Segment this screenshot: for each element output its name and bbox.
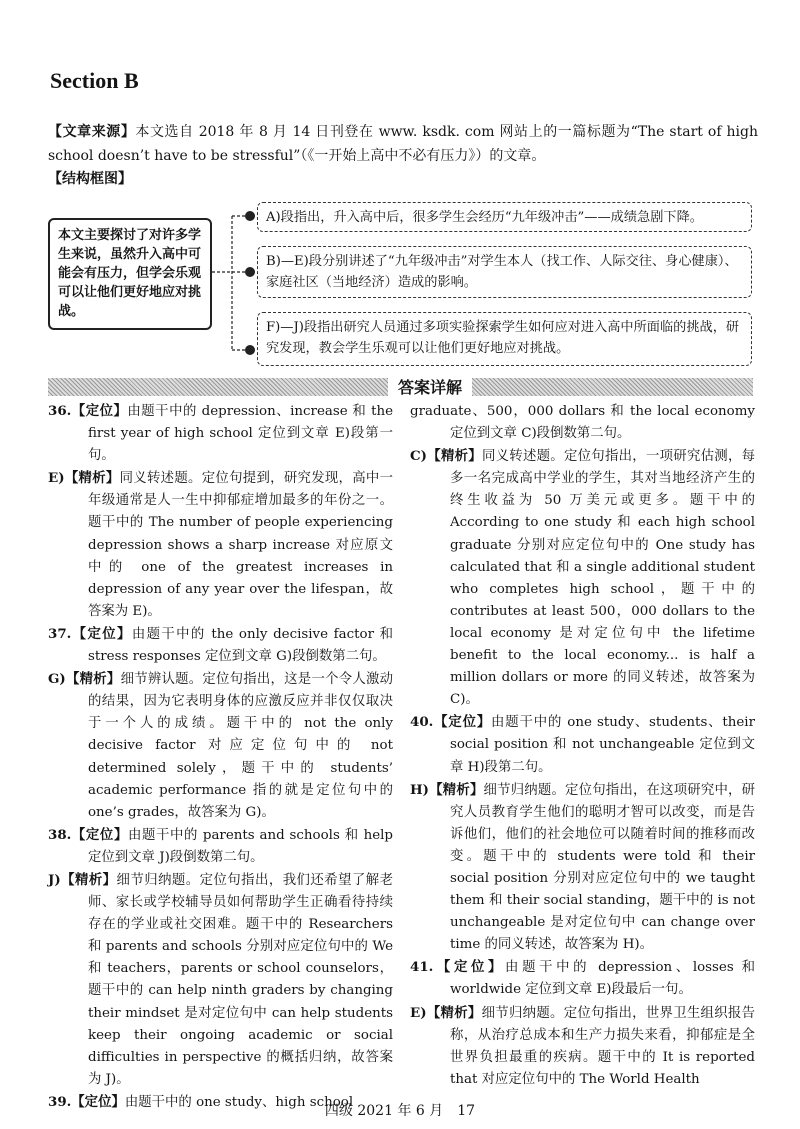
source-label: 【文章来源】 (48, 124, 136, 140)
answers-title: 答案详解 (388, 375, 472, 398)
structure-node-b: B)—E)段分别讲述了“九年级冲击”对学生本人（找工作、人际交往、身心健康）、家庭社区（当地经济）造成的影响。 (257, 246, 752, 298)
section-title: Section B (50, 68, 139, 93)
answer-paragraph: 41.【定位】由题干中的 depression、losses 和 worldwide 定位到文章 E)段最后一句。 (410, 959, 755, 998)
right-column (410, 400, 755, 1091)
answer-paragraph: C)【精析】同义转述题。定位句指出，一项研究估测，每多一名完成高中学业的学生，其对当地经济产生的终生收益为 50 万美元或更多。题干中的 According to one study 和 each high school graduate 分别对应定位句中的 One study has calculated that 和 a single additional student who completes high school，题干中的 contributes at least 500，000 dollars to the local economy 是对定位句中 the lifetime benefit to the local economy... is half a million dollars or more 的同义转述，故答案为 C)。 (410, 448, 756, 708)
answer-paragraph: 38.【定位】由题干中的 parents and schools 和 help 定位到文章 J)段倒数第二句。 (48, 826, 393, 865)
answer-paragraph: 40.【定位】由题干中的 one study、students、their social position 和 not unchangeable 定位到文章 H)段第二句。 (410, 714, 755, 775)
page-footer: 四级 2021 年 6 月 17 (324, 1103, 476, 1119)
structure-node-a: A)段指出，升入高中后，很多学生会经历“九年级冲击”——成绩急剧下降。 (257, 202, 752, 232)
left-column (48, 400, 393, 1114)
answer-paragraph: 36.【定位】由题干中的 depression、increase 和 the first year of high school 定位到文章 E)段第一句。 (48, 403, 393, 464)
answer-paragraph: G)【精析】细节辨认题。定位句指出，这是一个令人激动的结果，因为它表明身体的应激反应并非仅仅取决于一个人的成绩。题干中的 not the only decisive factor 对应定位句中的 not determined solely，题干中的 students’ academic performance 指的就是定位句中的 one’s grades，故答案为 G)。 (48, 671, 393, 820)
framework-label: 【结构框图】 (48, 171, 132, 187)
answer-paragraph: E)【精析】同义转述题。定位句提到，研究发现，高中一年级通常是人一生中抑郁症增加最多的年份之一。题干中的 The number of people experiencing depression shows a sharp increase 对应原文中的 one of the greatest increases in depression of any year over the lifespan，故答案为 E)。 (48, 470, 394, 619)
bullet-icon (245, 345, 255, 355)
bullet-icon (245, 211, 255, 221)
answer-paragraph: graduate、500，000 dollars 和 the local economy 定位到文章 C)段倒数第二句。 (410, 404, 755, 442)
answer-paragraph: 39.【定位】由题干中的 one study、high school (48, 1093, 354, 1110)
article-source (48, 120, 758, 168)
structure-node-c: F)—J)段指出研究人员通过多项实验探索学生如何应对进入高中所面临的挑战，研究发现，教会学生乐观可以让他们更好地应对挑战。 (257, 312, 752, 366)
answer-paragraph: E)【精析】细节归纳题。定位句指出，世界卫生组织报告称，从治疗总成本和生产力损失来看，抑郁症是全世界负担最重的疾病。题干中的 It is reported that 对应定位句中的 The World Health (410, 1004, 756, 1087)
answer-paragraph: 37.【定位】由题干中的 the only decisive factor 和 stress responses 定位到文章 G)段倒数第二句。 (48, 625, 394, 665)
structure-connector (212, 200, 258, 360)
answer-paragraph: J)【精析】细节归纳题。定位句指出，我们还希望了解老师、家长或学校辅导员如何帮助学生正确看待持续存在的学业或社交困难。题干中的 Researchers 和 parents and schools 分别对应定位句中的 We 和 teachers，parents or school counselors，题干中的 can help ninth graders by changing their mindset 是对定位句中 can help students keep their ongoing academic or social difficulties in perspective 的概括归纳，故答案为 J)。 (48, 871, 394, 1087)
answer-paragraph: H)【精析】细节归纳题。定位句指出，在这项研究中，研究人员教育学生他们的聪明才智可以改变，而是告诉他们，他们的社会地位可以随着时间的推移而改变。题干中的 students were told 和 their social position 分别对应定位句中的 we taught them 和 their social standing，题干中的 is not unchangeable 是对定位句中 can change over time 的同义转述，故答案为 H)。 (410, 781, 756, 953)
bullet-icon (245, 267, 255, 277)
source-text: 本文选自 2018 年 8 月 14 日刊登在 www. ksdk. com 网站上的一篇标题为“The start of high school doesn’t have to be stressful”（《一开始上高中不必有压力》）的文章。 (48, 124, 759, 164)
summary-box: 本文主要探讨了对许多学生来说，虽然升入高中可能会有压力，但学会乐观可以让他们更好地应对挑战。 (48, 218, 212, 330)
